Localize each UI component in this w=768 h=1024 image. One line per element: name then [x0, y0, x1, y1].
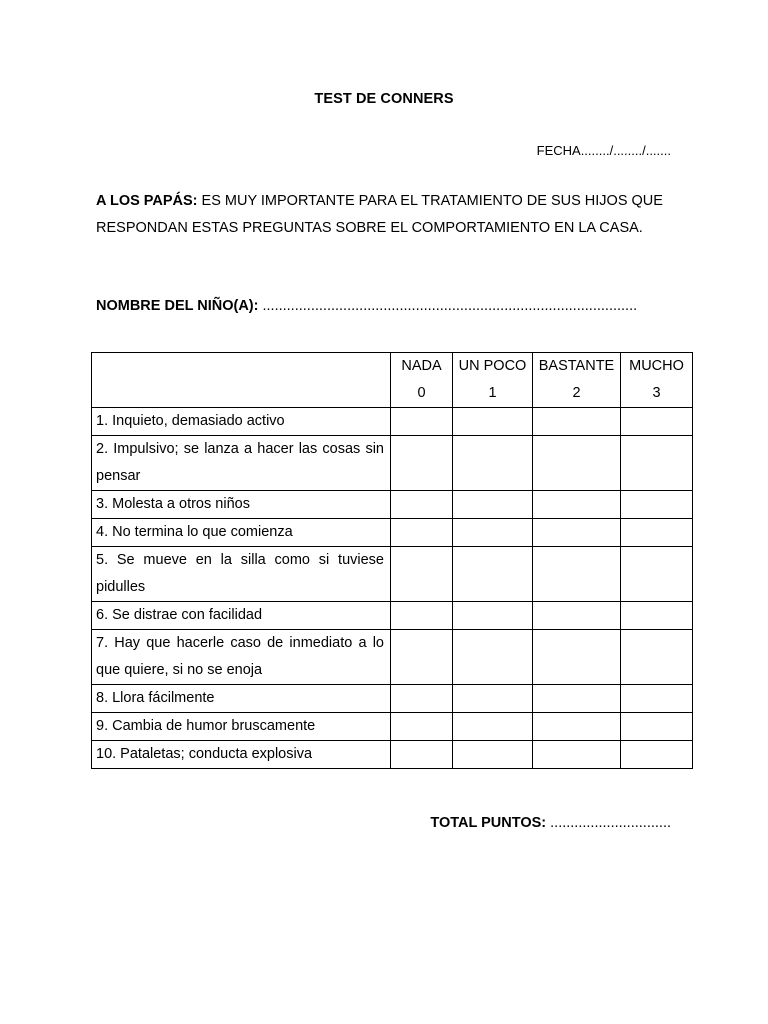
answer-cell-bastante[interactable]: [533, 436, 621, 491]
item-text: 9. Cambia de humor bruscamente: [92, 713, 391, 741]
answer-cell-bastante[interactable]: [533, 741, 621, 769]
total-points-blank[interactable]: ..............................: [546, 815, 671, 831]
answer-cell-nada[interactable]: [391, 713, 453, 741]
table-row: [92, 408, 693, 436]
answer-cell-un-poco[interactable]: [453, 685, 533, 713]
answer-cell-un-poco[interactable]: [453, 547, 533, 602]
answer-cell-mucho[interactable]: [621, 491, 693, 519]
item-text: 10. Pataletas; conducta explosiva: [92, 741, 391, 769]
answer-cell-mucho[interactable]: [621, 408, 693, 436]
answer-cell-un-poco[interactable]: [453, 408, 533, 436]
column-score: 3: [652, 385, 661, 401]
answer-cell-un-poco[interactable]: [453, 519, 533, 547]
column-label: NADA: [401, 358, 442, 374]
answer-cell-nada[interactable]: [391, 547, 453, 602]
item-text: 8. Llora fácilmente: [92, 685, 391, 713]
answer-cell-nada[interactable]: [391, 436, 453, 491]
header-nada: [391, 353, 453, 408]
answer-cell-un-poco[interactable]: [453, 491, 533, 519]
answer-cell-bastante[interactable]: [533, 685, 621, 713]
table-row: [92, 630, 693, 685]
item-text: 4. No termina lo que comienza: [92, 519, 391, 547]
item-text: 3. Molesta a otros niños: [92, 491, 391, 519]
header-bastante: [533, 353, 621, 408]
total-points-field[interactable]: [430, 815, 671, 831]
answer-cell-mucho[interactable]: [621, 519, 693, 547]
item-text: 2. Impulsivo; se lanza a hacer las cosas sin pensar: [92, 436, 391, 491]
answer-cell-mucho[interactable]: [621, 602, 693, 630]
table-row: [92, 685, 693, 713]
item-text: 7. Hay que hacerle caso de inmediato a lo que quiere, si no se enoja: [92, 630, 391, 685]
table-row: [92, 519, 693, 547]
answer-cell-mucho[interactable]: [621, 547, 693, 602]
table-row: [92, 547, 693, 602]
answer-cell-mucho[interactable]: [621, 630, 693, 685]
answer-cell-bastante[interactable]: [533, 630, 621, 685]
table-row: [92, 491, 693, 519]
table-row: [92, 713, 693, 741]
child-name-label: NOMBRE DEL NIÑO(A):: [96, 298, 259, 314]
intro-text: ES MUY IMPORTANTE PARA EL TRATAMIENTO DE SUS HIJOS QUE RESPONDAN ESTAS PREGUNTAS SOBRE EL COMPORTAMIENTO EN LA CASA.: [96, 193, 663, 236]
answer-cell-nada[interactable]: [391, 491, 453, 519]
child-name-field[interactable]: [96, 298, 676, 314]
answer-cell-mucho[interactable]: [621, 436, 693, 491]
date-field[interactable]: FECHA......../......../.......: [536, 143, 671, 158]
answer-cell-un-poco[interactable]: [453, 741, 533, 769]
total-points-label: TOTAL PUNTOS:: [430, 815, 547, 831]
intro-paragraph: [96, 188, 672, 242]
answer-cell-un-poco[interactable]: [453, 713, 533, 741]
page-title: TEST DE CONNERS: [314, 91, 454, 107]
answer-cell-nada[interactable]: [391, 408, 453, 436]
item-text: 6. Se distrae con facilidad: [92, 602, 391, 630]
column-label: MUCHO: [629, 358, 684, 374]
header-un-poco: [453, 353, 533, 408]
answer-cell-bastante[interactable]: [533, 713, 621, 741]
child-name-blank[interactable]: .............................................................................................: [258, 298, 638, 314]
answer-cell-bastante[interactable]: [533, 491, 621, 519]
intro-lead: A LOS PAPÁS:: [96, 193, 198, 209]
header-item-cell: [92, 353, 391, 408]
column-score: 1: [488, 385, 497, 401]
item-text: 1. Inquieto, demasiado activo: [92, 408, 391, 436]
answer-cell-mucho[interactable]: [621, 685, 693, 713]
answer-cell-bastante[interactable]: [533, 519, 621, 547]
answer-cell-nada[interactable]: [391, 630, 453, 685]
answer-cell-nada[interactable]: [391, 519, 453, 547]
header-mucho: [621, 353, 693, 408]
answer-cell-mucho[interactable]: [621, 741, 693, 769]
item-text: 5. Se mueve en la silla como si tuviese pidulles: [92, 547, 391, 602]
answer-cell-un-poco[interactable]: [453, 436, 533, 491]
column-label: BASTANTE: [538, 358, 615, 374]
column-score: 0: [417, 385, 426, 401]
answer-cell-bastante[interactable]: [533, 547, 621, 602]
column-label: UN POCO: [458, 358, 527, 374]
answer-cell-nada[interactable]: [391, 685, 453, 713]
table-header-row: [92, 353, 693, 408]
answer-cell-nada[interactable]: [391, 741, 453, 769]
answer-cell-bastante[interactable]: [533, 408, 621, 436]
table-row: [92, 741, 693, 769]
column-score: 2: [572, 385, 581, 401]
answer-cell-un-poco[interactable]: [453, 602, 533, 630]
answer-cell-bastante[interactable]: [533, 602, 621, 630]
table-row: [92, 436, 693, 491]
table-row: [92, 602, 693, 630]
conners-table: [91, 352, 693, 769]
answer-cell-un-poco[interactable]: [453, 630, 533, 685]
answer-cell-mucho[interactable]: [621, 713, 693, 741]
answer-cell-nada[interactable]: [391, 602, 453, 630]
